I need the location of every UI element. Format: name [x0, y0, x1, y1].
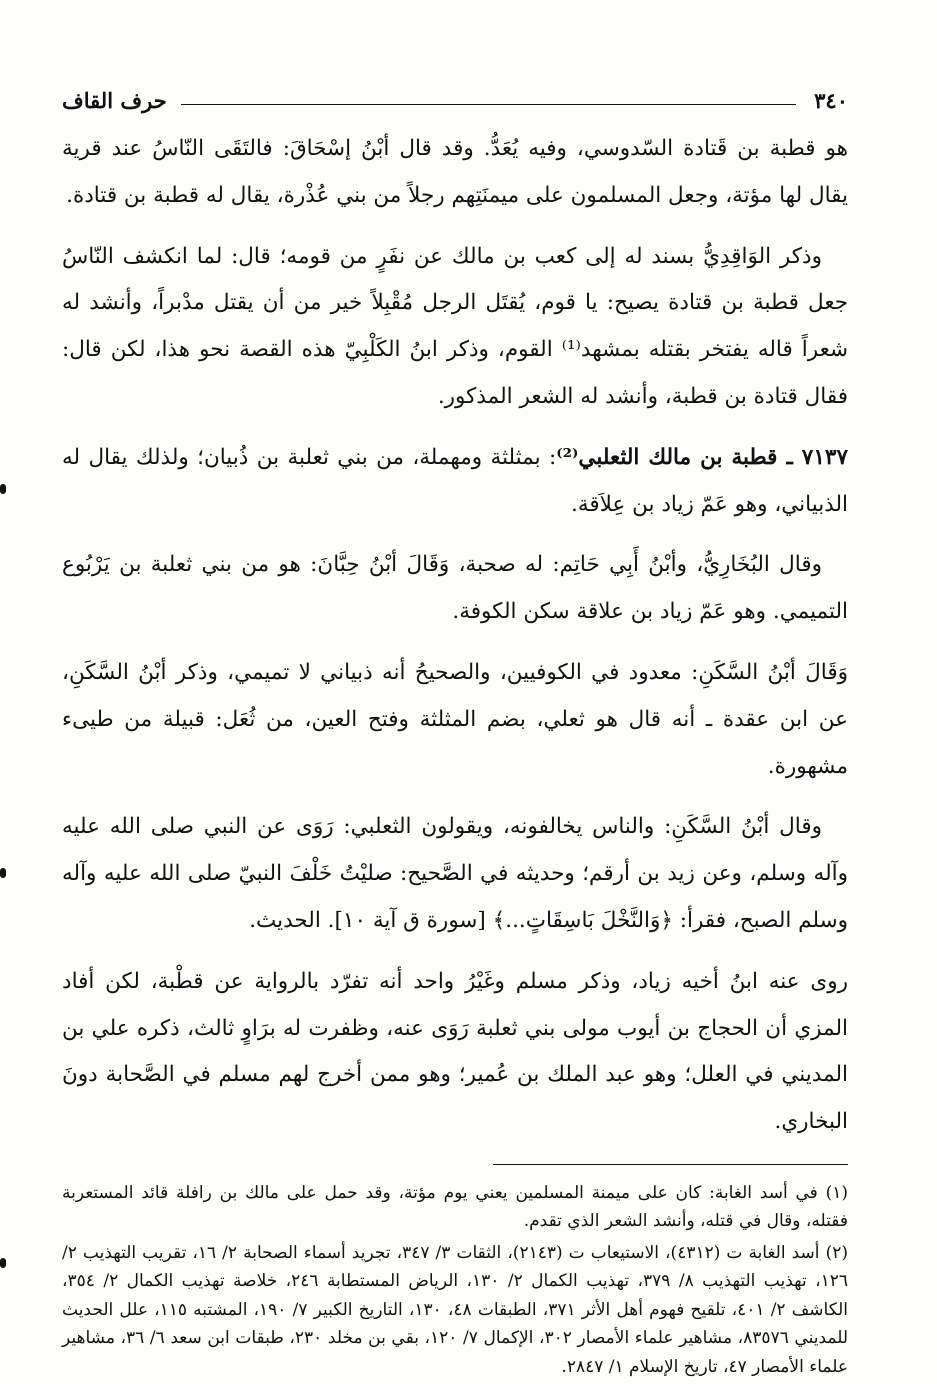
paragraph-5 — [62, 650, 848, 790]
entry-heading: ٧١٣٧ ـ قطبة بن مالك الثعلبي⁽²⁾ — [556, 444, 848, 470]
paragraph-7 — [62, 959, 848, 1146]
entry-7137 — [62, 435, 848, 529]
paragraph-text: وقال البُخَارِيُّ، وأبْنُ أَبِي حَاتِم: له صحبة، وَقَالَ أبْنُ حِبَّانَ: هو من بني ثعلبة بن يَرْبُوع التميمي. وهو عَمّ زياد بن علاقة سكن الكوفة. — [62, 552, 848, 625]
footnotes — [62, 1179, 848, 1382]
footnote-separator — [493, 1164, 848, 1165]
running-header — [62, 80, 848, 120]
paragraph-2 — [62, 234, 848, 421]
scan-edge-mark — [0, 484, 6, 494]
paragraph-1 — [62, 126, 848, 220]
paragraph-text: وذكر الوَاقِدِيُّ بسند له إلى كعب بن مالك عن نفَرٍ من قومه؛ قال: لما انكشف النّاسُ جعل قطبة بن قتادة يصيح: يا قوم، يُقتَل الرجل مُقْبِلاً خير من أن يقتل مدْبراً، وأنشد له شعراً قاله يفتخر بقتله بمشهد⁽¹⁾ القوم، وذكر ابنُ الكَلْبِيّ هذه القصة نحو هذا، لكن قال: فقال قتادة بن قطبة، وأنشد له الشعر المذكور. — [62, 243, 848, 409]
page — [62, 80, 848, 1384]
footnote-2: (٢) أسد الغابة ت (٤٣١٢)، الاستيعاب ت (٢١٤٣)، الثقات ٣/ ٣٤٧، تجريد أسماء الصحابة ٢/ ١٦، تقريب التهذيب ٢/ ١٢٦، تهذيب التهذيب ٨/ ٣٧٩، تهذيب الكمال ٢/ ١٣٠، الرياض المستطابة ٢٤٦، خلاصة تهذيب الكمال ٢/ ٣٥٤، الكاشف ٢/ ٤٠١، تلقيح فهوم أهل الأثر ٣٧١، الطبقات ٤٨، ١٣٠، التاريخ الكبير ٧/ ١٩٠، المشتبه ١١٥، علل الحديث للمديني ٨٣٥٧٦، مشاهير علماء الأمصار ٣٠٢، الإكمال ٧/ ١٢٠، بقي بن مخلد ٢٣٠، طبقات ابن سعد ٦/ ٣٦، مشاهير علماء الأمصار ٤٧، تاريخ الإسلام ١/ ٢٨٤٧. — [62, 1242, 849, 1377]
body-text — [62, 126, 848, 1146]
footnote-1: (١) في أسد الغابة: كان على ميمنة المسلمين يعني يوم مؤتة، وقد حمل على مالك بن رافلة قائد المستعربة فقتله، وقال في قتله، وأنشد الشعر الذي تقدم. — [62, 1182, 848, 1232]
header-rule — [181, 104, 796, 105]
paragraph-text: وَقَالَ أبْنُ السَّكَنِ: معدود في الكوفيين، والصحيحُ أنه ذبياني لا تميمي، وذكر أبْنُ السَّكَنِ، عن ابن عقدة ـ أنه قال هو ثعلي، بضم المثلثة وفتح العين، من ثُعَل: قبيلة من طيىء مشهورة. — [62, 659, 848, 779]
paragraph-4 — [62, 542, 848, 636]
scan-edge-mark — [0, 1258, 6, 1268]
scan-edge-mark — [0, 868, 6, 878]
running-title: حرف القاف — [62, 87, 167, 113]
paragraph-text: : بمثلثة ومهملة، من بني ثعلبة بن ذُبيان؛ ولذلك يقال له الذبياني، وهو عَمّ زياد بن عِلاَقة. — [62, 444, 848, 517]
paragraph-text: هو قطبة بن قَتادة السّدوسي، وفيه يُعَدُّ. وقد قال أبْنُ إسْحَاقَ: فالتَقَى النّاسُ عند قرية يقال لها مؤتة، وجعل المسلمون على ميمنَتِهم رجلاً من بني عُذْرة، يقال له قطبة بن قتادة. — [62, 136, 848, 208]
page-number: ٣٤٠ — [814, 87, 848, 113]
paragraph-text: وقال أبْنُ السَّكَنِ: والناس يخالفونه، ويقولون الثعلبي: رَوَى عن النبي صلى الله عليه وآله وسلم، وعن زيد بن أرقم؛ وحديثه في الصَّحيح: صليْتُ خَلْفَ النبيّ صلى الله عليه وآله وسلم الصبح، فقرأ: ﴿وَالنَّخْلَ بَاسِقَاتٍ...﴾ [سورة ق آية ١٠]. الحديث. — [62, 814, 848, 933]
paragraph-6 — [62, 804, 848, 944]
paragraph-text: روى عنه ابنُ أخيه زياد، وذكر مسلم وغَيْرُ واحد أنه تفرّد بالرواية عن قطْبة، لكن أفاد المزي أن الحجاج بن أيوب مولى بني ثعلبة رَوَى عنه، وظفرت له برَاوٍ ثالث، ذكره علي بن المديني في العلل؛ وهو عبد الملك بن عُمير؛ وهو ممن أخرج لهم مسلم في الصَّحابة دونَ البخاري. — [62, 968, 848, 1135]
